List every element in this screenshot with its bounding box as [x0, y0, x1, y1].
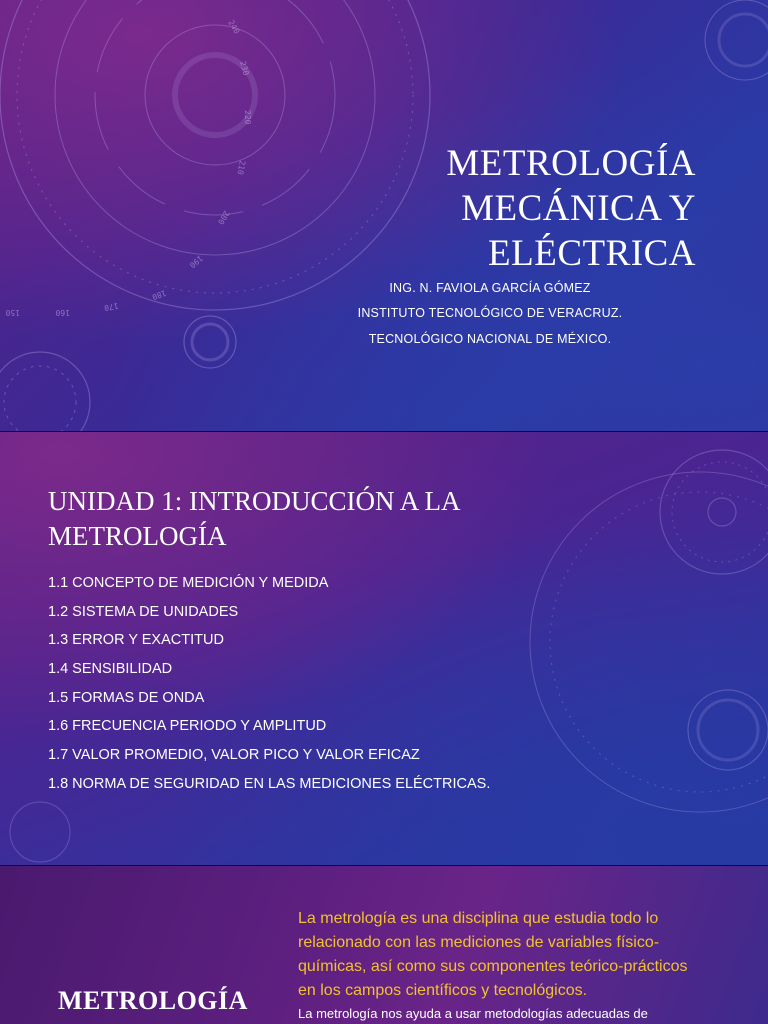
institute-name: INSTITUTO TECNOLÓGICO DE VERACRUZ.: [357, 306, 623, 320]
dial-number: 170: [103, 301, 120, 313]
topic-item: 1.3 ERROR Y EXACTITUD: [48, 632, 224, 649]
slide-metrologia[interactable]: [0, 866, 768, 1024]
definition-line: relacionado con las mediciones de variables físico-: [298, 934, 660, 951]
definition-line: La metrología es una disciplina que estudia todo lo: [298, 910, 659, 927]
dial-number: 160: [55, 308, 70, 317]
unit-title-line: UNIDAD 1: INTRODUCCIÓN A LA: [48, 486, 461, 516]
unit-title-line: METROLOGÍA: [48, 521, 227, 551]
dial-number: 230: [238, 60, 251, 77]
national-institute-name: TECNOLÓGICO NACIONAL DE MÉXICO.: [368, 332, 612, 346]
slide-title-heading: [276, 141, 696, 276]
dial-number: 240: [226, 18, 242, 36]
dial-number: 150: [5, 308, 20, 317]
title-line: MECÁNICA Y: [461, 188, 696, 229]
definition-line: químicas, así como sus componentes teórico-prácticos: [298, 958, 688, 975]
dial-number: 220: [243, 110, 252, 125]
definition-paragraph: [298, 907, 728, 1003]
dial-number: 190: [187, 253, 205, 270]
topics-list: [48, 572, 490, 802]
topic-item: 1.1 CONCEPTO DE MEDICIÓN Y MEDIDA: [48, 575, 329, 591]
slide-unit-contents[interactable]: [0, 432, 768, 866]
unit-title: [48, 484, 608, 554]
dial-number: 200: [216, 209, 232, 227]
dial-number: 210: [235, 159, 247, 176]
topic-item: 1.7 VALOR PROMEDIO, VALOR PICO Y VALOR EFICAZ: [48, 747, 420, 764]
slide-title[interactable]: [0, 0, 768, 432]
title-line: METROLOGÍA: [446, 143, 696, 184]
metrologia-heading: METROLOGÍA: [58, 986, 248, 1015]
title-line: ELÉCTRICA: [488, 233, 696, 274]
topic-item: 1.8 NORMA DE SEGURIDAD EN LAS MEDICIONES ELÉCTRICAS.: [48, 775, 491, 792]
author-name: ING. N. FAVIOLA GARCÍA GÓMEZ: [389, 281, 591, 295]
topic-item: 1.4 SENSIBILIDAD: [48, 661, 173, 678]
topic-item: 1.2 SISTEMA DE UNIDADES: [48, 603, 239, 620]
usage-paragraph: La metrología nos ayuda a usar metodologías adecuadas de: [298, 1006, 648, 1021]
definition-line: en los campos científicos y tecnológicos.: [298, 982, 588, 999]
topic-item: 1.6 FRECUENCIA PERIODO Y AMPLITUD: [48, 718, 327, 735]
topic-item: 1.5 FORMAS DE ONDA: [48, 689, 205, 706]
dial-number: 180: [150, 288, 168, 302]
